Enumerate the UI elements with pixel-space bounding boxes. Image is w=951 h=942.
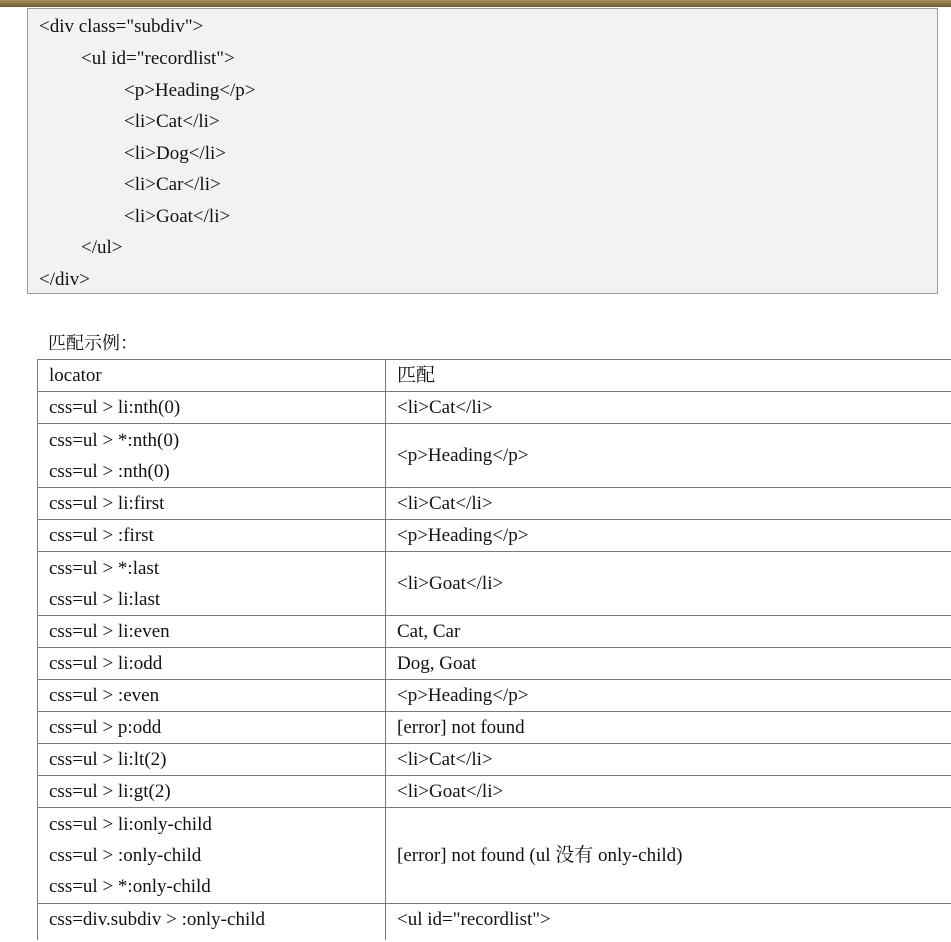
locator-cell <box>38 552 386 616</box>
match-text: <li>Goat</li> <box>397 781 504 802</box>
code-line: </div> <box>39 269 90 290</box>
locator-cell <box>38 808 386 904</box>
table-row <box>38 552 951 616</box>
locator-text: css=ul > li:gt(2) <box>49 781 171 802</box>
match-cell <box>386 392 951 424</box>
locator-cell <box>38 488 386 520</box>
header-match <box>386 360 951 392</box>
code-line: <li>Car</li> <box>124 174 221 195</box>
match-cell <box>386 808 951 904</box>
locator-text: css=ul > :only-child <box>49 845 202 866</box>
match-text: <p>Heading</p> <box>397 525 529 546</box>
locator-cell <box>38 904 386 941</box>
locator-text: css=ul > :even <box>49 685 160 706</box>
code-line: </ul> <box>81 237 123 258</box>
locator-cell <box>38 648 386 680</box>
locator-text: css=ul > *:only-child <box>49 876 211 897</box>
locator-text: css=ul > *:nth(0) <box>49 429 180 451</box>
table-row <box>38 424 951 488</box>
locator-cell <box>38 712 386 744</box>
locator-text: css=ul > :first <box>49 525 154 546</box>
locator-text: css=ul > li:only-child <box>49 814 212 835</box>
match-text: <p>Heading</p> <box>397 685 529 706</box>
locator-cell <box>38 424 386 488</box>
locator-text: css=ul > li:even <box>49 621 170 642</box>
match-cell <box>386 776 951 808</box>
code-line: <li>Dog</li> <box>124 143 226 164</box>
locator-cell <box>38 680 386 712</box>
top-border-bar <box>0 0 951 7</box>
match-cell <box>386 616 951 648</box>
match-cell <box>386 744 951 776</box>
match-cell <box>386 648 951 680</box>
match-examples-table <box>37 359 951 940</box>
locator-text: css=ul > *:last <box>49 557 160 579</box>
match-text: [error] not found (ul 没有 only-child) <box>397 845 683 866</box>
header-label: 匹配 <box>397 365 436 386</box>
table-row <box>38 520 951 552</box>
locator-cell <box>38 392 386 424</box>
locator-text: css=ul > li:last <box>49 588 161 610</box>
match-text: <p>Heading</p> <box>397 445 529 466</box>
match-text: <li>Cat</li> <box>397 749 493 770</box>
code-block <box>27 8 938 294</box>
match-cell <box>386 424 951 488</box>
table-caption: 匹配示例： <box>48 333 138 354</box>
match-text: <li>Goat</li> <box>397 573 504 594</box>
table-row <box>38 616 951 648</box>
locator-text: css=ul > :nth(0) <box>49 460 170 482</box>
match-cell <box>386 904 951 941</box>
match-text: Cat, Car <box>397 621 461 642</box>
table-row <box>38 392 951 424</box>
code-line: <li>Goat</li> <box>124 206 231 227</box>
locator-text: css=ul > p:odd <box>49 717 162 738</box>
header-label: locator <box>49 365 102 386</box>
match-text: [error] not found <box>397 717 525 738</box>
table-row <box>38 680 951 712</box>
locator-text: css=ul > li:first <box>49 493 165 514</box>
locator-text: css=ul > li:nth(0) <box>49 397 181 418</box>
locator-cell <box>38 776 386 808</box>
locator-text: css=ul > li:lt(2) <box>49 749 167 770</box>
locator-cell <box>38 520 386 552</box>
table-row <box>38 712 951 744</box>
header-locator <box>38 360 386 392</box>
locator-text: css=ul > li:odd <box>49 653 163 674</box>
table-row <box>38 744 951 776</box>
locator-cell <box>38 616 386 648</box>
match-cell <box>386 712 951 744</box>
table-row <box>38 904 951 941</box>
match-text: <ul id="recordlist"> <box>397 909 551 930</box>
code-line: <ul id="recordlist"> <box>81 48 235 69</box>
match-cell <box>386 520 951 552</box>
table-header-row <box>38 360 951 392</box>
match-cell <box>386 488 951 520</box>
match-cell <box>386 552 951 616</box>
table-row <box>38 808 951 904</box>
match-cell <box>386 680 951 712</box>
locator-cell <box>38 744 386 776</box>
table-row <box>38 488 951 520</box>
code-line: <li>Cat</li> <box>124 111 220 132</box>
code-line: <p>Heading</p> <box>124 80 256 101</box>
match-text: Dog, Goat <box>397 653 477 674</box>
code-line: <div class="subdiv"> <box>39 16 204 37</box>
match-text: <li>Cat</li> <box>397 397 493 418</box>
match-text: <li>Cat</li> <box>397 493 493 514</box>
table-row <box>38 648 951 680</box>
locator-text: css=div.subdiv > :only-child <box>49 909 265 930</box>
table-row <box>38 776 951 808</box>
